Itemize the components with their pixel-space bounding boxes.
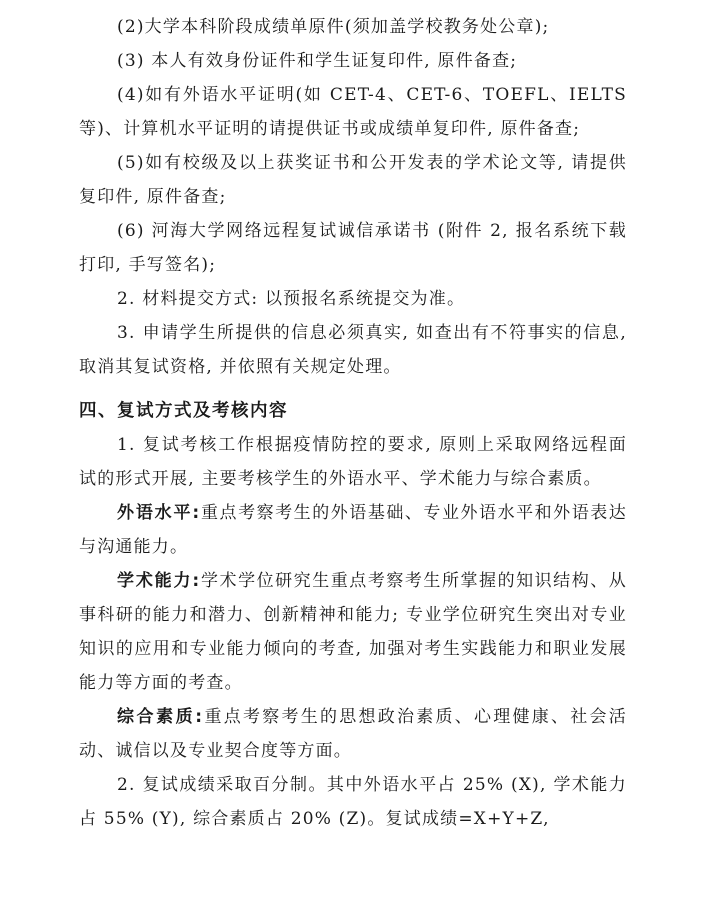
comprehensive-quality-paragraph [79,700,627,768]
submission-method: 2. 材料提交方式: 以预报名系统提交为准。 [117,289,466,309]
scoring-paragraph: 2. 复试成绩采取百分制。其中外语水平占 25% (X), 学术能力占 55% (Y), 综合素质占 20% (Z)。复试成绩=X+Y+Z, [79,775,627,829]
item-language-certificate: (4)如有外语水平证明(如 CET-4、CET-6、TOEFL、IELTS 等)、计算机水平证明的请提供证书或成绩单复印件, 原件备查; [79,85,627,139]
item-integrity-pledge: (6) 河海大学网络远程复试诚信承诺书 (附件 2, 报名系统下载打印, 手写签名); [79,221,627,275]
item-awards: (5)如有校级及以上获奖证书和公开发表的学术论文等, 请提供复印件, 原件备查; [79,153,627,207]
academic-ability-text: 学术学位研究生重点考察考生所掌握的知识结构、从事科研的能力和潜力、创新精神和能力; 专业学位研究生突出对专业知识的应用和专业能力倾向的考查, 加强对考生实践能力和职业发展能力等方面的考查。 [79,571,627,693]
section-heading: 四、复试方式及考核内容 [79,401,288,421]
comprehensive-quality-lead: 综合素质: [117,707,204,727]
section-intro: 1. 复试考核工作根据疫情防控的要求, 原则上采取网络远程面试的形式开展, 主要考核学生的外语水平、学术能力与综合素质。 [79,435,627,489]
information-authenticity: 3. 申请学生所提供的信息必须真实, 如查出有不符事实的信息, 取消其复试资格, 并依照有关规定处理。 [79,323,627,377]
comprehensive-quality-text: 重点考察考生的思想政治素质、心理健康、社会活动、诚信以及专业契合度等方面。 [79,707,627,761]
item-transcript: (2)大学本科阶段成绩单原件(须加盖学校教务处公章); [117,17,550,37]
foreign-language-paragraph [79,496,627,564]
item-id-card: (3) 本人有效身份证件和学生证复印件, 原件备查; [117,51,518,71]
academic-ability-paragraph [79,564,627,700]
foreign-language-lead: 外语水平: [117,503,201,523]
foreign-language-text: 重点考察考生的外语基础、专业外语水平和外语表达与沟通能力。 [79,503,627,557]
academic-ability-lead: 学术能力: [117,571,201,591]
